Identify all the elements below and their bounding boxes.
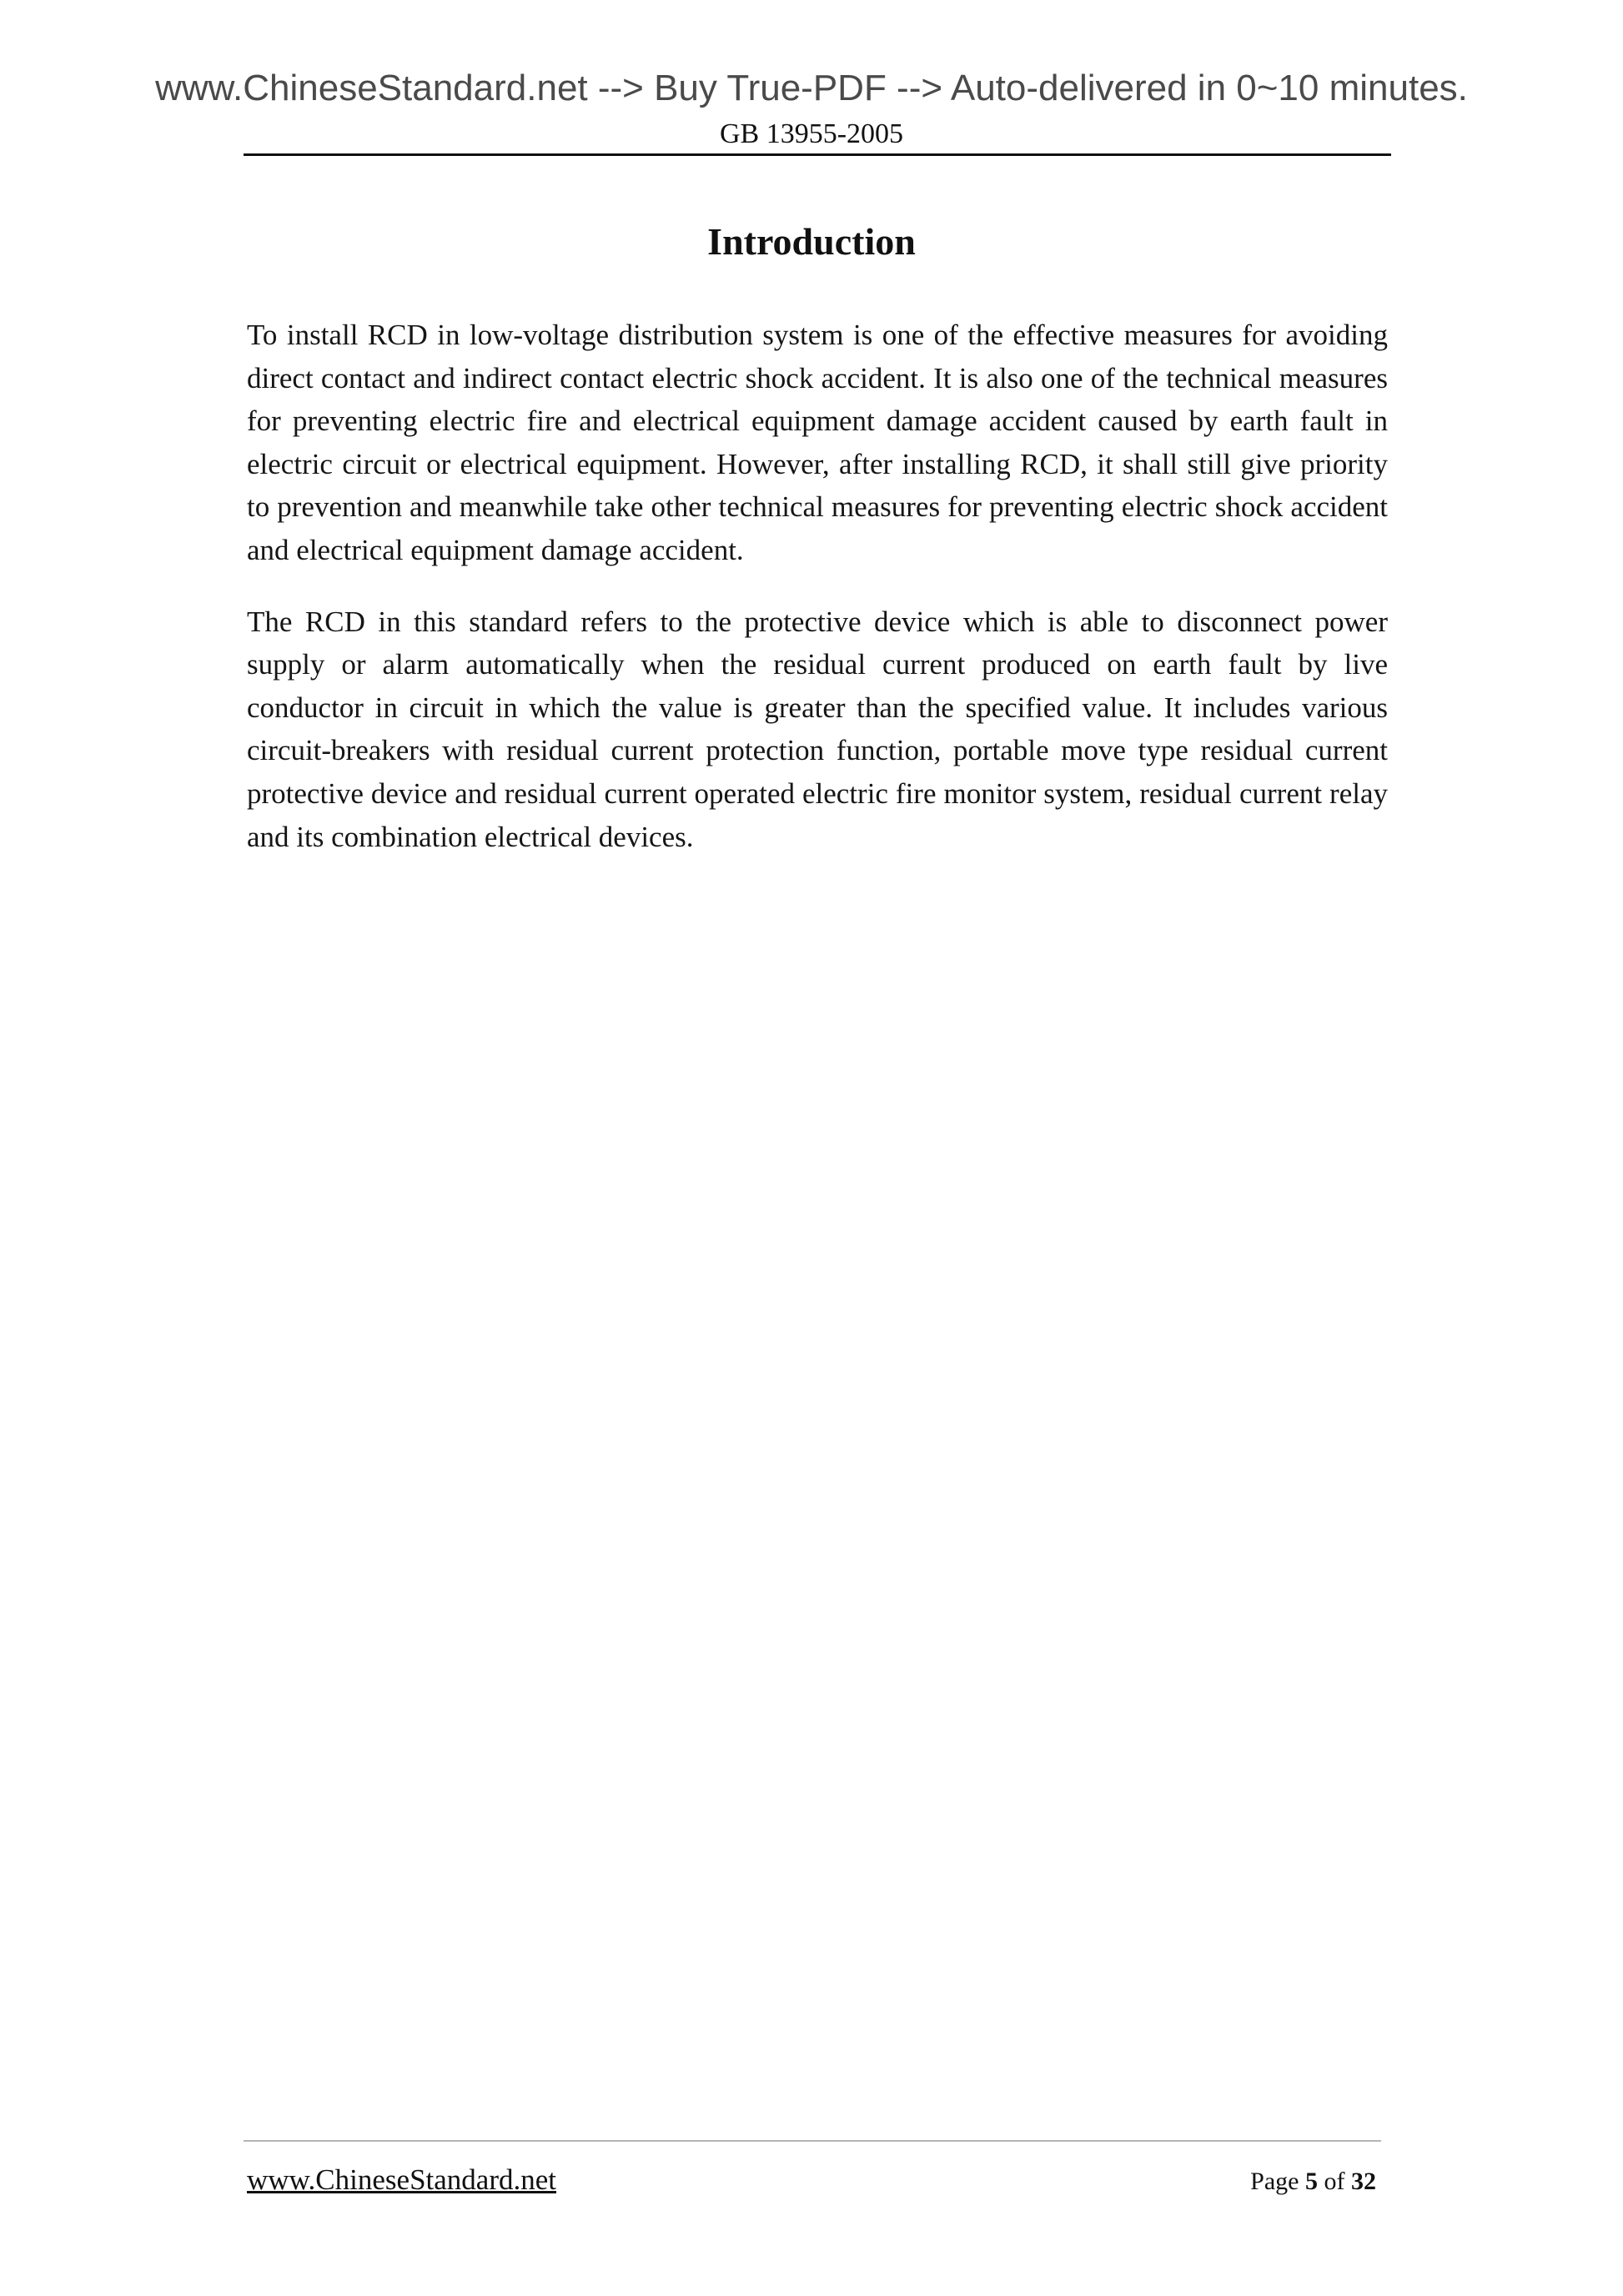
page-label: Page [1250, 2168, 1299, 2195]
header-divider [244, 153, 1391, 156]
document-id-header: GB 13955-2005 [719, 118, 904, 149]
paragraph: The RCD in this standard refers to the protective device which is able to disconnect power supply or alarm automatically when the residual current produced on earth fault by live conductor in circuit in which the value is greater than the specified value. It includes various circuit-breakers with residual current protection function, portable move type residual current protective device and residual current operated electric fire monitor system, residual current relay and its combination electrical devices. [247, 605, 1388, 853]
footer-divider [244, 2140, 1381, 2142]
promo-banner[interactable]: www.ChineseStandard.net --> Buy True-PDF --> Auto-delivered in 0~10 minutes. [155, 68, 1468, 108]
page-title: Introduction [707, 220, 916, 263]
paragraph: To install RCD in low-voltage distribution system is one of the effective measures for avoiding direct contact and indirect contact electric shock accident. It is also one of the technical measures for preventing electric fire and electrical equipment damage accident caused by earth fault in electric circuit or electrical equipment. However, after installing RCD, it shall still give priority to prevention and meanwhile take other technical measures for preventing electric shock accident and electrical equipment damage accident. [247, 319, 1388, 566]
page-of-label: of [1324, 2168, 1345, 2195]
body-text [247, 314, 1388, 887]
footer-site-link[interactable]: www.ChineseStandard.net [247, 2163, 556, 2196]
current-page: 5 [1305, 2168, 1318, 2195]
page-number [1250, 2165, 1376, 2198]
total-pages: 32 [1351, 2168, 1376, 2195]
